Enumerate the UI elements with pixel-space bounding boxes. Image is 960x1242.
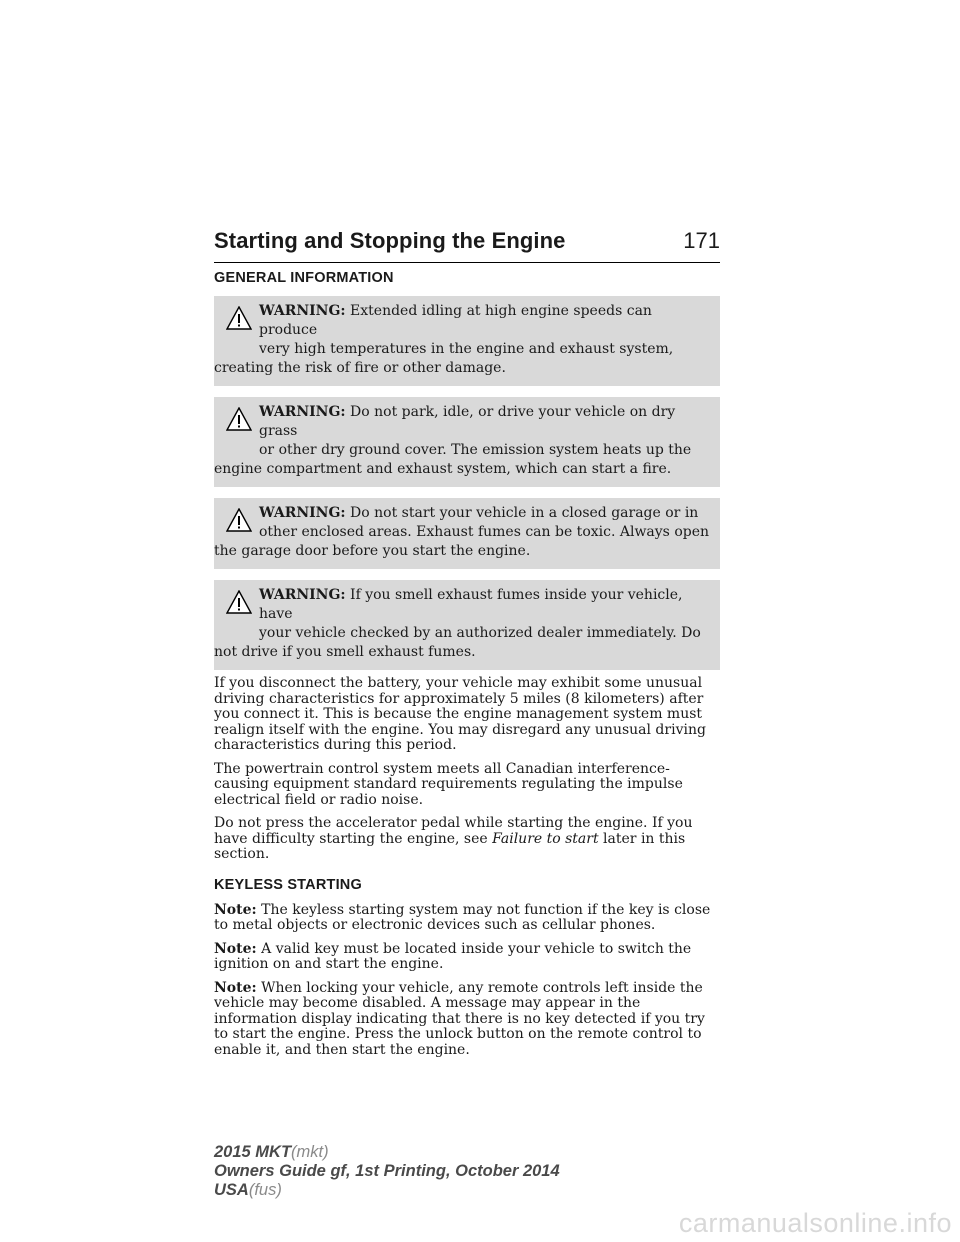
- note-text: A valid key must be located inside your vehicle to switch the ignition on and start the engine.: [214, 940, 692, 972]
- warning-text: very high temperatures in the engine and exhaust system,: [259, 341, 674, 357]
- note-text: The keyless starting system may not function if the key is close to metal objects or electronic devices such as cellular phones.: [214, 901, 711, 933]
- section-heading-keyless: KEYLESS STARTING: [214, 876, 362, 893]
- cross-reference-link[interactable]: Failure to start: [492, 830, 599, 847]
- warning-text: Do not start your vehicle in a closed garage or in: [350, 505, 699, 521]
- warning-box: [214, 580, 720, 670]
- warning-text: engine compartment and exhaust system, which can start a fire.: [214, 461, 672, 477]
- paragraph-text: later in this section.: [214, 830, 686, 862]
- warning-label: WARNING:: [259, 404, 346, 420]
- page-title: Starting and Stopping the Engine: [214, 228, 566, 253]
- warning-triangle-icon: [226, 306, 252, 330]
- warning-label: WARNING:: [259, 505, 346, 521]
- page-header: [214, 228, 720, 262]
- warning-label: WARNING:: [259, 587, 346, 603]
- print-footer: [214, 1143, 560, 1200]
- warning-triangle-icon: [226, 407, 252, 431]
- warning-label: WARNING:: [259, 303, 346, 319]
- body-paragraph: If you disconnect the battery, your vehicle may exhibit some unusual driving characteristics for approximately 5 miles (8 kilometers) after you connect it. This is because the engine management system must realign itself with the engine. You may disregard any unusual driving characteristics during this period.: [214, 675, 706, 753]
- body-paragraph: The powertrain control system meets all Canadian interference-causing equipment standard requirements regulating the impulse electrical field or radio noise.: [214, 760, 683, 808]
- warning-text: Do not park, idle, or drive your vehicle on dry grass: [259, 404, 676, 439]
- note-paragraph: [214, 981, 720, 1059]
- note-label: Note:: [214, 940, 257, 957]
- watermark: carmanualsonline.info: [678, 1208, 952, 1238]
- body-paragraph: [214, 816, 720, 863]
- warning-text: If you smell exhaust fumes inside your vehicle, have: [259, 587, 683, 622]
- paragraph-text: Do not press the accelerator pedal while starting the engine. If you have difficulty starting the engine, see: [214, 815, 693, 847]
- note-paragraph: [214, 942, 720, 973]
- warning-box: [214, 498, 720, 569]
- footer-market-code: (fus): [248, 1181, 282, 1199]
- warning-triangle-icon: [226, 590, 252, 614]
- note-label: Note:: [214, 901, 257, 918]
- footer-model: 2015 MKT: [214, 1143, 292, 1161]
- note-text: When locking your vehicle, any remote controls left inside the vehicle may become disabled. A message may appear in the information display indicating that there is no key detected if you try to start the engine. Press the unlock button on the remote control to enable it, and then start the engine.: [214, 979, 705, 1058]
- warning-text: or other dry ground cover. The emission system heats up the: [259, 442, 692, 458]
- page-content: [214, 270, 720, 1066]
- note-label: Note:: [214, 979, 257, 996]
- footer-market: USA: [214, 1181, 249, 1199]
- warning-text: the garage door before you start the engine.: [214, 543, 531, 559]
- header-rule: [214, 262, 720, 263]
- warning-text: your vehicle checked by an authorized dealer immediately. Do: [259, 625, 701, 641]
- warning-text: creating the risk of fire or other damage.: [214, 360, 506, 376]
- section-heading-general: GENERAL INFORMATION: [214, 270, 394, 286]
- warning-box: [214, 397, 720, 487]
- note-paragraph: [214, 903, 720, 934]
- footer-printing: Owners Guide gf, 1st Printing, October 2014: [214, 1162, 560, 1180]
- warning-text: not drive if you smell exhaust fumes.: [214, 644, 476, 660]
- page-number: 171: [683, 228, 720, 253]
- warning-triangle-icon: [226, 508, 252, 532]
- footer-model-code: (mkt): [291, 1143, 329, 1161]
- warning-text: Extended idling at high engine speeds can produce: [259, 303, 652, 338]
- warning-box: [214, 296, 720, 386]
- warning-text: other enclosed areas. Exhaust fumes can be toxic. Always open: [259, 524, 710, 540]
